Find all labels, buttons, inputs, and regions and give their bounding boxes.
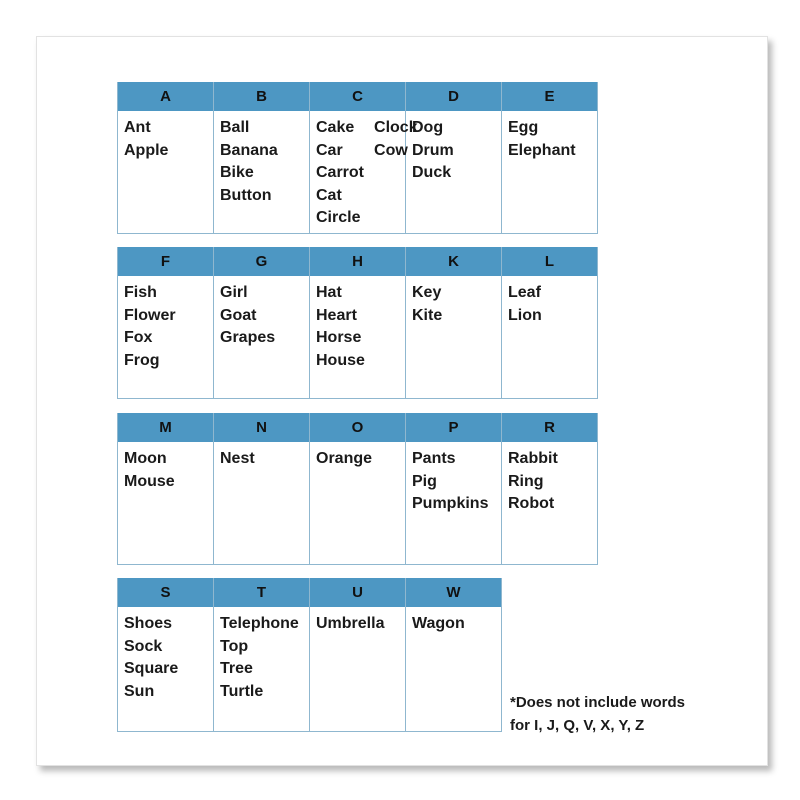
word-item: Pants	[412, 450, 456, 467]
word-item: Button	[220, 186, 272, 204]
column-header: E	[502, 82, 597, 111]
column-header: S	[118, 578, 213, 607]
column-e	[502, 82, 598, 234]
footnote-line-2: for I, J, Q, V, X, Y, Z	[510, 717, 645, 734]
column-n	[214, 413, 310, 565]
column-header: F	[118, 247, 213, 276]
footnote-line-1: *Does not include words	[510, 694, 686, 711]
footnote	[510, 691, 685, 737]
word-item: Pig	[412, 472, 437, 490]
column-m	[118, 413, 214, 565]
word-cell	[214, 276, 309, 399]
column-a	[118, 82, 214, 234]
word-item: Car	[316, 141, 343, 159]
word-item: Wagon	[412, 615, 465, 632]
column-o	[310, 413, 406, 565]
word-item: Cat	[316, 186, 342, 204]
word-item: Moon	[124, 450, 167, 467]
word-cell	[502, 276, 597, 399]
word-item: Apple	[124, 141, 169, 159]
word-item: Robot	[508, 495, 555, 513]
word-item: Kite	[412, 306, 443, 324]
word-cell	[118, 442, 213, 565]
column-header: P	[406, 413, 501, 442]
word-grid-m-r	[117, 413, 598, 565]
column-header: O	[310, 413, 405, 442]
word-item: Clock	[374, 119, 418, 136]
word-cell	[118, 276, 213, 399]
word-item: Sun	[124, 682, 155, 700]
word-item: Carrot	[316, 164, 365, 182]
word-item: Shoes	[124, 615, 173, 632]
column-header: A	[118, 82, 213, 111]
word-item: House	[316, 351, 365, 369]
word-item: Pumpkins	[412, 495, 489, 513]
word-item: Cow	[374, 141, 408, 159]
word-grid-f-l	[117, 247, 598, 399]
column-r	[502, 413, 598, 565]
word-cell	[406, 442, 501, 565]
word-item: Circle	[316, 209, 361, 227]
word-item: Mouse	[124, 472, 175, 490]
column-g	[214, 247, 310, 399]
column-d	[406, 82, 502, 234]
column-t	[214, 578, 310, 732]
word-grid-s-w	[117, 578, 502, 732]
word-cell	[502, 111, 597, 234]
word-item: Egg	[508, 119, 539, 136]
word-cell	[502, 442, 597, 565]
word-item: Frog	[124, 351, 160, 369]
column-s	[118, 578, 214, 732]
word-item: Turtle	[220, 682, 264, 700]
word-item: Duck	[412, 164, 452, 182]
word-item: Fox	[124, 329, 153, 347]
word-cell	[118, 607, 213, 732]
word-cell	[310, 442, 405, 565]
word-item: Ant	[124, 119, 151, 136]
word-item: Tree	[220, 660, 253, 678]
word-item: Lion	[508, 306, 542, 324]
column-w	[406, 578, 502, 732]
word-item: Top	[220, 637, 249, 655]
word-item: Ring	[508, 472, 544, 490]
column-header: B	[214, 82, 309, 111]
word-cell	[406, 607, 501, 732]
word-item: Nest	[220, 450, 255, 467]
word-item: Umbrella	[316, 615, 385, 632]
word-item: Sock	[124, 637, 163, 655]
word-item: Flower	[124, 306, 176, 324]
word-item: Banana	[220, 141, 278, 159]
word-grid-a-e	[117, 82, 598, 234]
word-item: Cake	[316, 119, 355, 136]
word-cell	[214, 111, 309, 234]
word-item: Rabbit	[508, 450, 558, 467]
column-header: G	[214, 247, 309, 276]
column-header: N	[214, 413, 309, 442]
word-item: Ball	[220, 119, 250, 136]
word-item: Goat	[220, 306, 257, 324]
column-b	[214, 82, 310, 234]
word-cell	[214, 442, 309, 565]
column-c	[310, 82, 418, 234]
word-item: Grapes	[220, 329, 276, 347]
word-item: Girl	[220, 284, 248, 301]
column-h	[310, 247, 406, 399]
column-header: M	[118, 413, 213, 442]
word-item: Drum	[412, 141, 454, 159]
word-item: Heart	[316, 306, 357, 324]
word-item: Bike	[220, 164, 254, 182]
word-cell	[310, 276, 405, 399]
word-item: Dog	[412, 119, 444, 136]
word-cell	[310, 607, 405, 732]
word-item: Square	[124, 660, 179, 678]
column-l	[502, 247, 598, 399]
word-cell	[310, 111, 418, 234]
word-item: Horse	[316, 329, 362, 347]
word-item: Fish	[124, 284, 157, 301]
column-header: T	[214, 578, 309, 607]
column-header: L	[502, 247, 597, 276]
column-header: C	[310, 82, 405, 111]
column-p	[406, 413, 502, 565]
column-header: U	[310, 578, 405, 607]
column-k	[406, 247, 502, 399]
column-header: R	[502, 413, 597, 442]
word-item: Orange	[316, 450, 373, 467]
word-item: Key	[412, 284, 442, 301]
column-u	[310, 578, 406, 732]
word-cell	[406, 276, 501, 399]
word-item: Telephone	[220, 615, 299, 632]
word-cell	[118, 111, 213, 234]
word-item: Elephant	[508, 141, 576, 159]
word-item: Hat	[316, 284, 342, 301]
column-header: D	[406, 82, 501, 111]
word-cell	[214, 607, 309, 732]
column-header: W	[406, 578, 501, 607]
word-item: Leaf	[508, 284, 541, 301]
word-cell	[406, 111, 501, 234]
column-f	[118, 247, 214, 399]
column-header: H	[310, 247, 405, 276]
column-header: K	[406, 247, 501, 276]
